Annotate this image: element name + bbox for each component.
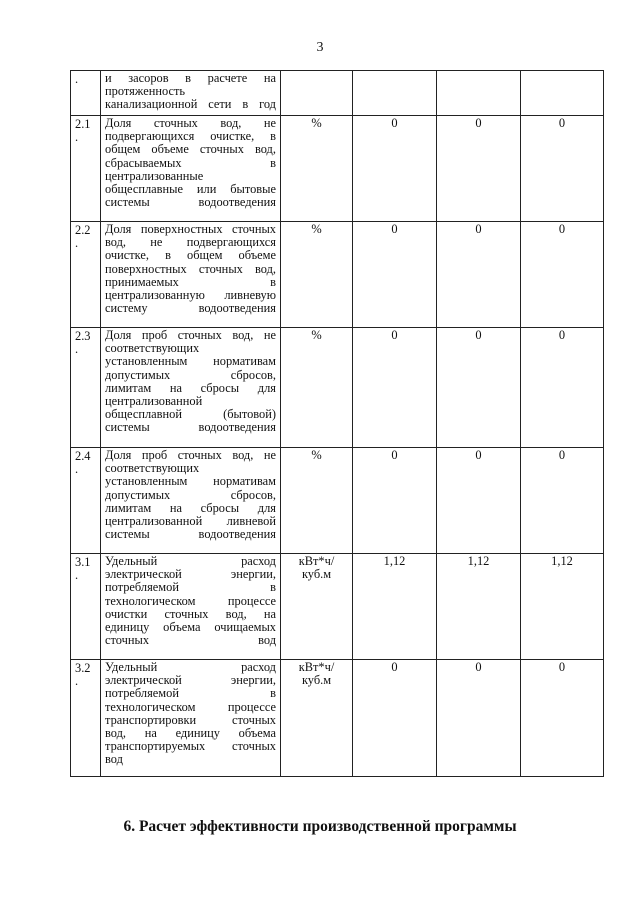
value-cell-v1: 1,12 (353, 554, 437, 660)
value-cell-v2: 0 (437, 660, 521, 777)
description-line: установленным нормативам (105, 474, 276, 489)
row-number (71, 660, 101, 777)
value-cell-v3: 0 (521, 222, 604, 328)
description-line: вод (105, 752, 123, 767)
row-number-line: 3.2 (75, 661, 91, 675)
description-line: соответствующих (105, 341, 200, 356)
row-number (71, 116, 101, 222)
description-line: транспортировки сточных (105, 712, 276, 727)
value-cell-v3: 0 (521, 660, 604, 777)
unit-cell (281, 71, 353, 116)
value-cell-v3: 1,12 (521, 554, 604, 660)
row-number (71, 554, 101, 660)
value-cell-v3: 0 (521, 116, 604, 222)
value-cell-v2: 0 (437, 222, 521, 328)
indicators-table (70, 70, 604, 777)
description-line: систему водоотведения (105, 301, 276, 316)
description-line: Доля поверхностных сточных (105, 222, 276, 236)
description-line: установленным нормативам (105, 354, 276, 369)
description-line: централизованные (105, 168, 204, 183)
description-line: транспортируемых сточных (105, 739, 276, 754)
value-cell-v3 (521, 71, 604, 116)
row-number-line: . (75, 342, 79, 357)
description-line: сбрасываемых в (105, 155, 276, 170)
indicator-description (101, 222, 281, 328)
description-line: подвергающихся очистке, в (105, 129, 276, 144)
unit-cell: кВт*ч/ куб.м (281, 554, 353, 660)
description-line: поверхностных сточных вод, (105, 261, 276, 276)
value-cell-v2 (437, 71, 521, 116)
unit-cell: % (281, 222, 353, 328)
row-number (71, 222, 101, 328)
table-row (71, 222, 604, 328)
row-number (71, 328, 101, 448)
description-line: системы водоотведения (105, 527, 276, 542)
description-line: протяженность (105, 84, 186, 99)
description-line: общесплавные или бытовые (105, 182, 276, 197)
row-number-line: . (75, 236, 79, 251)
row-number-line: 2.1 (75, 117, 91, 131)
indicator-description (101, 71, 281, 116)
unit-cell: % (281, 328, 353, 448)
description-line: допустимых сбросов, (105, 367, 276, 382)
row-number-line: . (75, 130, 79, 145)
description-line: допустимых сбросов, (105, 487, 276, 502)
description-line: Удельный расход (105, 554, 276, 568)
description-line: лимитам на сбросы для (105, 500, 276, 515)
indicator-description (101, 554, 281, 660)
description-line: централизованной ливневой (105, 514, 276, 529)
row-number (71, 71, 101, 116)
description-line: вод, не подвергающихся (105, 235, 276, 250)
table-row (71, 448, 604, 554)
unit-cell: % (281, 116, 353, 222)
value-cell-v2: 1,12 (437, 554, 521, 660)
table-row (71, 554, 604, 660)
indicator-description (101, 116, 281, 222)
value-cell-v1: 0 (353, 660, 437, 777)
description-line: принимаемых в (105, 274, 276, 289)
row-number-line: 3.1 (75, 555, 91, 569)
description-line: и засоров в расчете на (105, 71, 276, 85)
description-line: Доля проб сточных вод, не (105, 328, 276, 342)
value-cell-v3: 0 (521, 328, 604, 448)
description-line: Доля сточных вод, не (105, 116, 276, 130)
row-number-line: . (75, 674, 79, 689)
indicator-description (101, 448, 281, 554)
description-line: общем объеме сточных вод, (105, 142, 276, 157)
row-number-line: . (75, 568, 79, 583)
value-cell-v2: 0 (437, 328, 521, 448)
description-line: технологическом процессе (105, 699, 276, 714)
description-line: канализационной сети в год (105, 97, 276, 112)
description-line: системы водоотведения (105, 195, 276, 210)
value-cell-v1: 0 (353, 222, 437, 328)
indicator-description (101, 328, 281, 448)
row-number-line: 2.2 (75, 223, 91, 237)
description-line: очистки сточных вод, на (105, 606, 276, 621)
description-line: вод, на единицу объема (105, 726, 276, 741)
description-line: централизованной (105, 394, 203, 409)
value-cell-v1: 0 (353, 116, 437, 222)
description-line: Удельный расход (105, 660, 276, 674)
description-line: единицу объема очищаемых (105, 620, 276, 635)
description-line: централизованную ливневую (105, 288, 276, 303)
table-row (71, 116, 604, 222)
row-number-line: 2.3 (75, 329, 91, 343)
value-cell-v1 (353, 71, 437, 116)
value-cell-v1: 0 (353, 328, 437, 448)
description-line: Доля проб сточных вод, не (105, 448, 276, 462)
description-line: электрической энергии, (105, 567, 276, 582)
unit-cell: % (281, 448, 353, 554)
row-number-line: . (75, 72, 79, 86)
table-row (71, 660, 604, 777)
description-line: потребляемой в (105, 686, 276, 701)
description-line: лимитам на сбросы для (105, 380, 276, 395)
unit-cell: кВт*ч/ куб.м (281, 660, 353, 777)
description-line: общесплавной (бытовой) (105, 407, 276, 422)
description-line: потребляемой в (105, 580, 276, 595)
table-row (71, 328, 604, 448)
description-line: сточных вод (105, 633, 276, 648)
description-line: очистке, в общем объеме (105, 248, 276, 263)
row-number-line: 2.4 (75, 449, 91, 463)
page-number: 3 (316, 40, 324, 55)
row-number (71, 448, 101, 554)
description-line: электрической энергии, (105, 673, 276, 688)
description-line: соответствующих (105, 461, 200, 476)
table-row (71, 71, 604, 116)
description-line: системы водоотведения (105, 420, 276, 435)
value-cell-v2: 0 (437, 448, 521, 554)
indicator-description (101, 660, 281, 777)
row-number-line: . (75, 462, 79, 477)
value-cell-v1: 0 (353, 448, 437, 554)
description-line: технологическом процессе (105, 593, 276, 608)
value-cell-v2: 0 (437, 116, 521, 222)
section-heading: 6. Расчет эффективности производственной программы (123, 818, 517, 835)
value-cell-v3: 0 (521, 448, 604, 554)
